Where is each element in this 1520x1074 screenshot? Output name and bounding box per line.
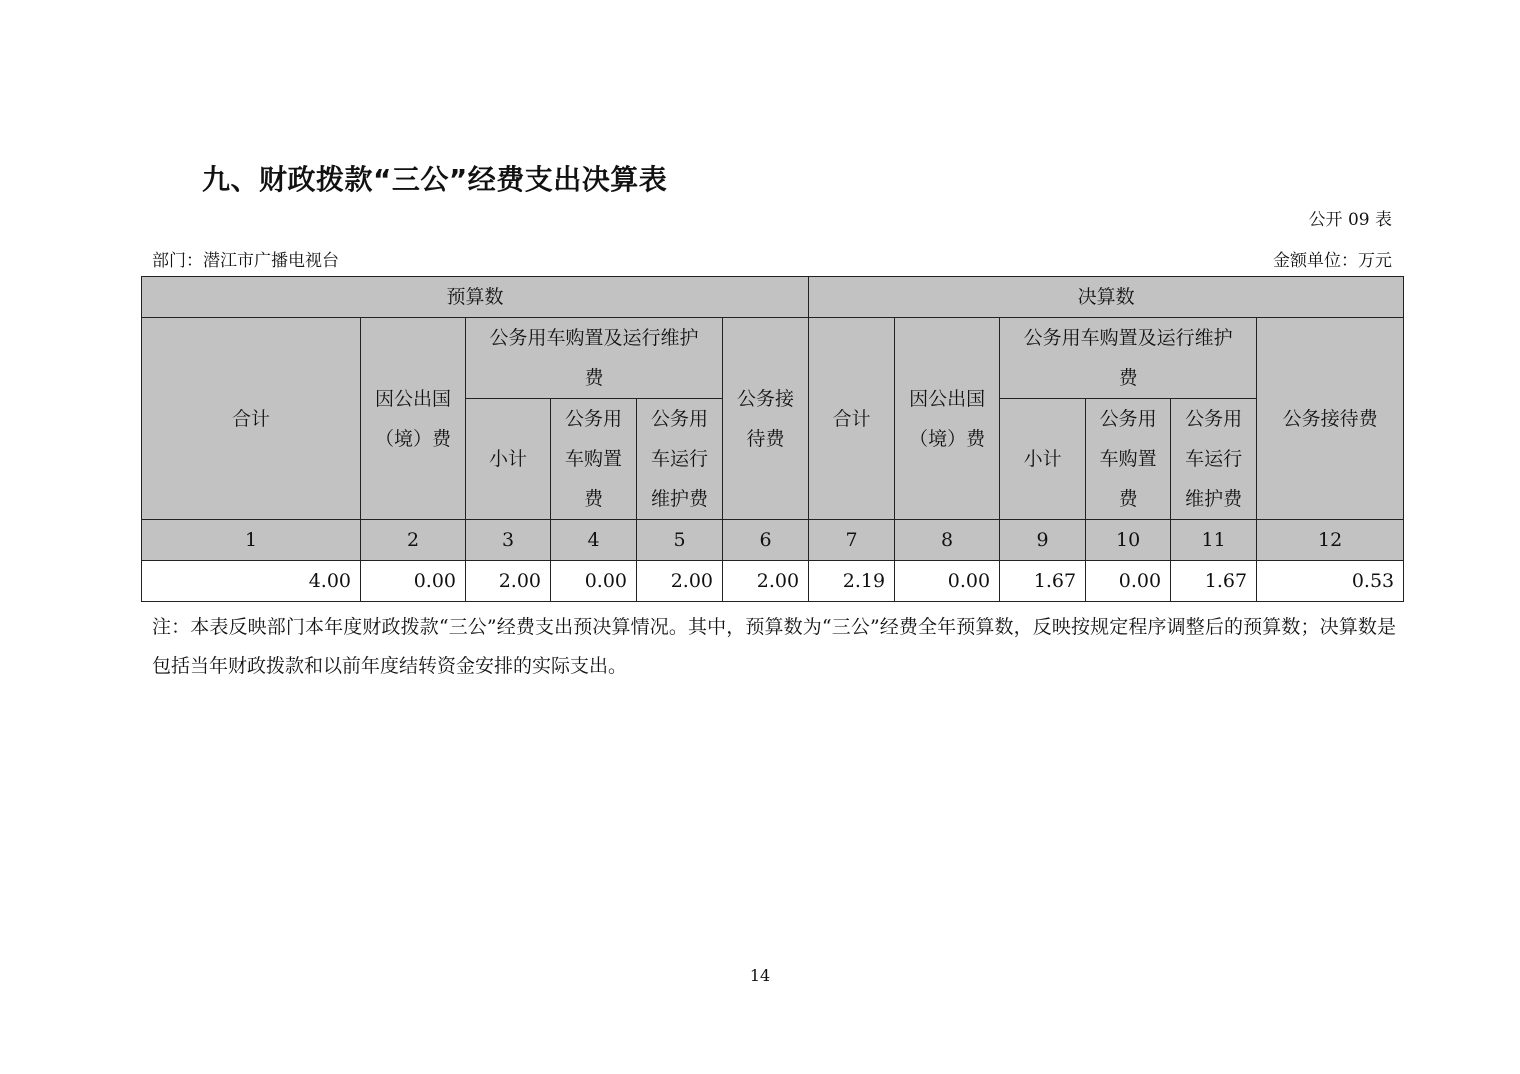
value-cell: 4.00 [142, 561, 361, 602]
column-number: 3 [466, 520, 551, 561]
page-number: 14 [749, 966, 771, 985]
final-reception-header: 公务接待费 [1257, 318, 1404, 520]
value-cell: 2.00 [723, 561, 809, 602]
budget-total-header: 合计 [142, 318, 361, 520]
final-group-header: 决算数 [809, 277, 1404, 318]
department-label: 部门：潜江市广播电视台 [152, 251, 339, 271]
final-abroad-header: 因公出国 （境）费 [895, 318, 1000, 520]
final-total-header: 合计 [809, 318, 895, 520]
final-vehicle-header: 公务用车购置及运行维护 费 [1000, 318, 1257, 399]
value-cell: 1.67 [1171, 561, 1257, 602]
value-cell: 2.00 [637, 561, 723, 602]
column-number: 5 [637, 520, 723, 561]
table-note: 注：本表反映部门本年度财政拨款“三公”经费支出预决算情况。其中，预算数为“三公”经费全年预算数，反映按规定程序调整后的预算数；决算数是包括当年财政拨款和以前年度结转资金安排的实际支出。 [152, 616, 1396, 677]
column-number: 9 [1000, 520, 1086, 561]
table-row [142, 561, 1404, 602]
column-number: 11 [1171, 520, 1257, 561]
column-number: 6 [723, 520, 809, 561]
final-vehicle-purchase-header: 公务用 车购置 费 [1086, 399, 1171, 520]
column-number: 12 [1257, 520, 1404, 561]
column-number: 1 [142, 520, 361, 561]
amount-unit-label: 金额单位：万元 [1273, 251, 1392, 271]
value-cell: 0.00 [361, 561, 466, 602]
final-vehicle-operation-header: 公务用 车运行 维护费 [1171, 399, 1257, 520]
page-title: 九、财政拨款“三公”经费支出决算表 [202, 163, 668, 196]
column-number: 4 [551, 520, 637, 561]
column-number-row [142, 520, 1404, 561]
budget-vehicle-header: 公务用车购置及运行维护 费 [466, 318, 723, 399]
column-number: 7 [809, 520, 895, 561]
value-cell: 0.00 [551, 561, 637, 602]
column-number: 8 [895, 520, 1000, 561]
value-cell: 1.67 [1000, 561, 1086, 602]
budget-group-header: 预算数 [142, 277, 809, 318]
three-public-expenses-table [141, 276, 1404, 602]
final-subtotal-header: 小计 [1000, 399, 1086, 520]
column-number: 2 [361, 520, 466, 561]
value-cell: 0.00 [895, 561, 1000, 602]
budget-vehicle-purchase-header: 公务用 车购置 费 [551, 399, 637, 520]
value-cell: 0.00 [1086, 561, 1171, 602]
value-cell: 2.00 [466, 561, 551, 602]
budget-subtotal-header: 小计 [466, 399, 551, 520]
budget-vehicle-operation-header: 公务用 车运行 维护费 [637, 399, 723, 520]
header-row-groups [142, 277, 1404, 318]
value-cell: 0.53 [1257, 561, 1404, 602]
header-row-categories [142, 318, 1404, 399]
budget-abroad-header: 因公出国 （境）费 [361, 318, 466, 520]
value-cell: 2.19 [809, 561, 895, 602]
form-number: 公开 09 表 [1308, 210, 1392, 230]
column-number: 10 [1086, 520, 1171, 561]
budget-reception-header: 公务接 待费 [723, 318, 809, 520]
